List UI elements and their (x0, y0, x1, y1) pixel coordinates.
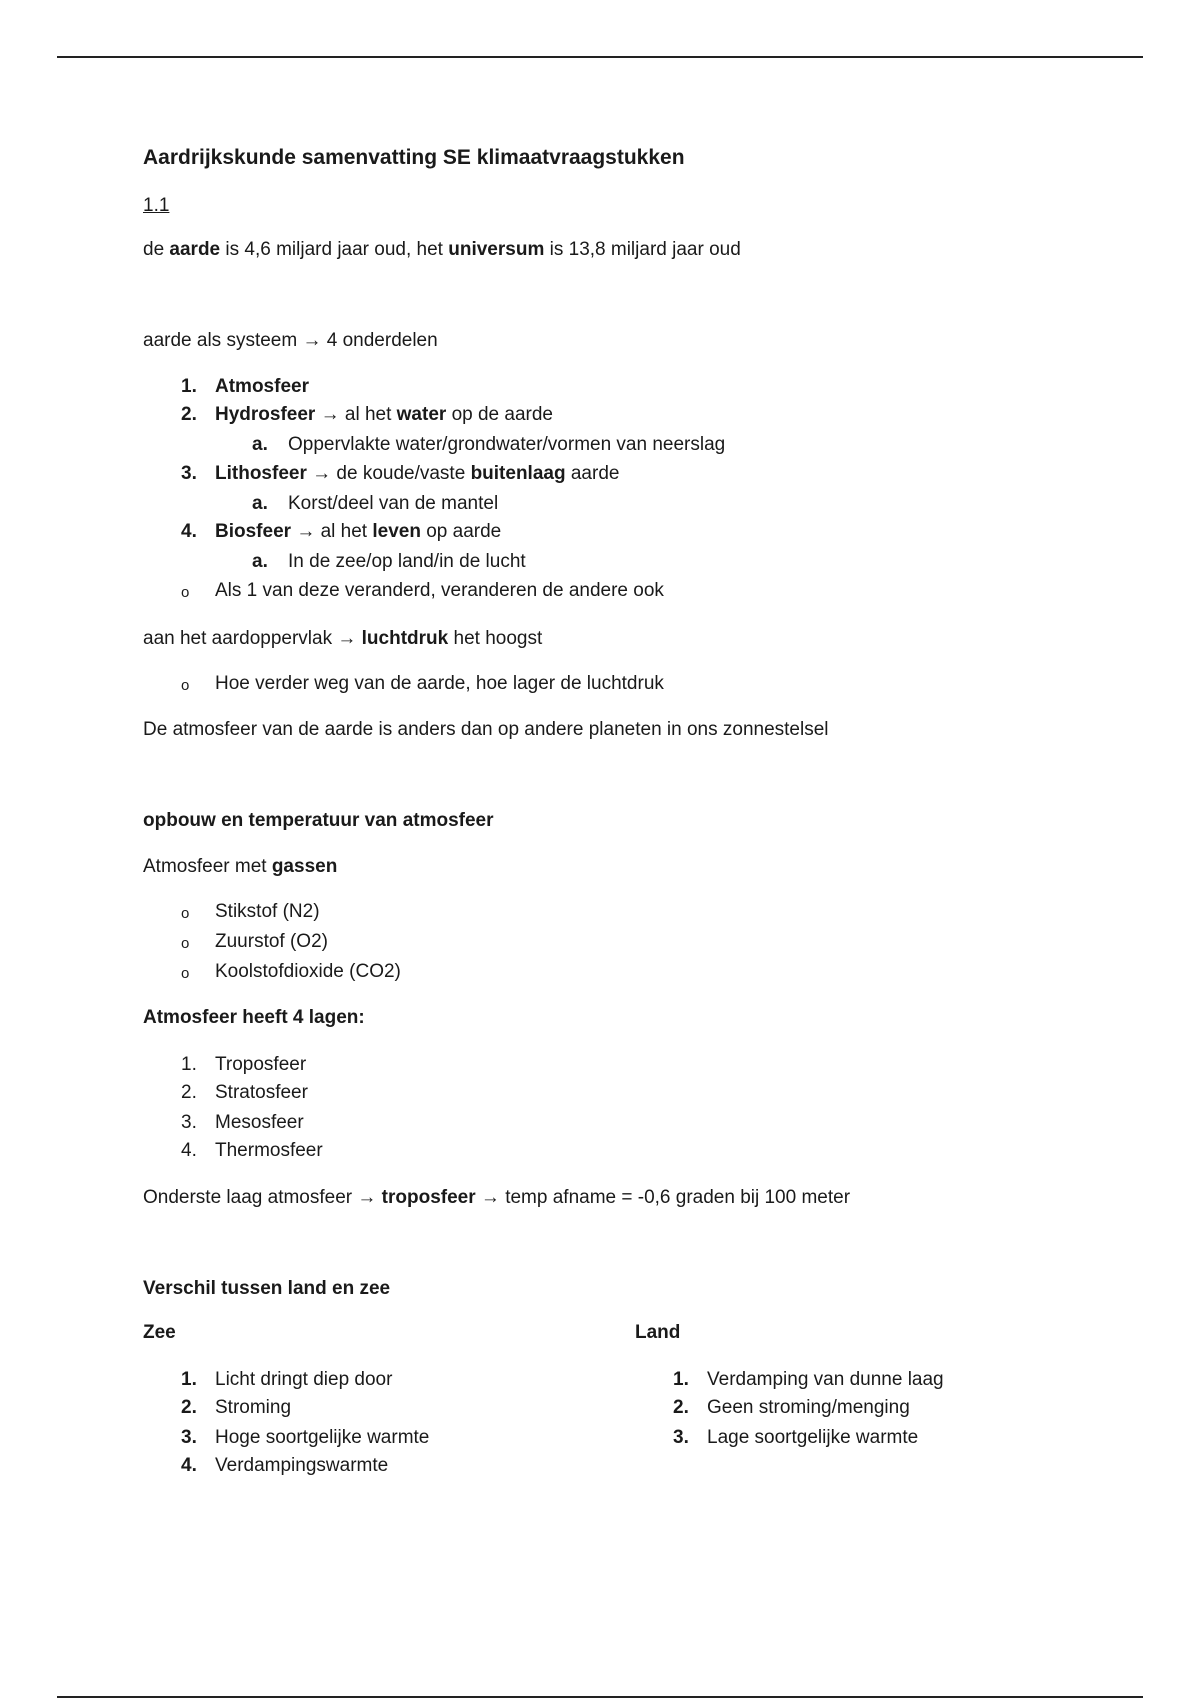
luchtdruk-line: aan het aardoppervlak → luchtdruk het hoogst (143, 628, 543, 649)
planeten-line: De atmosfeer van de aarde is anders dan op andere planeten in ons zonnestelsel (143, 719, 829, 740)
term-universum: universum (448, 239, 545, 260)
opbouw-heading: opbouw en temperatuur van atmosfeer (143, 810, 494, 831)
arrow-icon: → (312, 463, 332, 484)
arrow-icon: → (480, 1187, 500, 1208)
circle-bullet-icon: o (181, 965, 190, 982)
circle-bullet-icon: o (181, 584, 190, 601)
section-number: 1.1 (143, 195, 170, 216)
term-aarde: aarde (169, 239, 221, 260)
zee-heading: Zee (143, 1322, 176, 1343)
gassen-line: Atmosfeer met gassen (143, 856, 338, 877)
land-heading: Land (635, 1322, 681, 1343)
document-title: Aardrijkskunde samenvatting SE klimaatvraagstukken (143, 146, 685, 169)
troposfeer-line: Onderste laag atmosfeer → troposfeer → temp afname = -0,6 graden bij 100 meter (143, 1187, 851, 1208)
footer-rule (57, 1696, 1143, 1698)
circle-bullet-icon: o (181, 677, 190, 694)
header-rule (57, 56, 1143, 58)
intro-line: de aarde is 4,6 miljard jaar oud, het universum is 13,8 miljard jaar oud (143, 239, 741, 260)
arrow-icon: → (320, 404, 340, 425)
arrow-icon: → (357, 1187, 377, 1208)
lagen-heading: Atmosfeer heeft 4 lagen: (143, 1007, 365, 1028)
arrow-icon: → (337, 628, 357, 649)
arrow-icon: → (296, 521, 316, 542)
verschil-heading: Verschil tussen land en zee (143, 1278, 391, 1299)
arrow-icon: → (302, 330, 322, 351)
systeem-line: aarde als systeem → 4 onderdelen (143, 330, 438, 351)
circle-bullet-icon: o (181, 905, 190, 922)
circle-bullet-icon: o (181, 935, 190, 952)
